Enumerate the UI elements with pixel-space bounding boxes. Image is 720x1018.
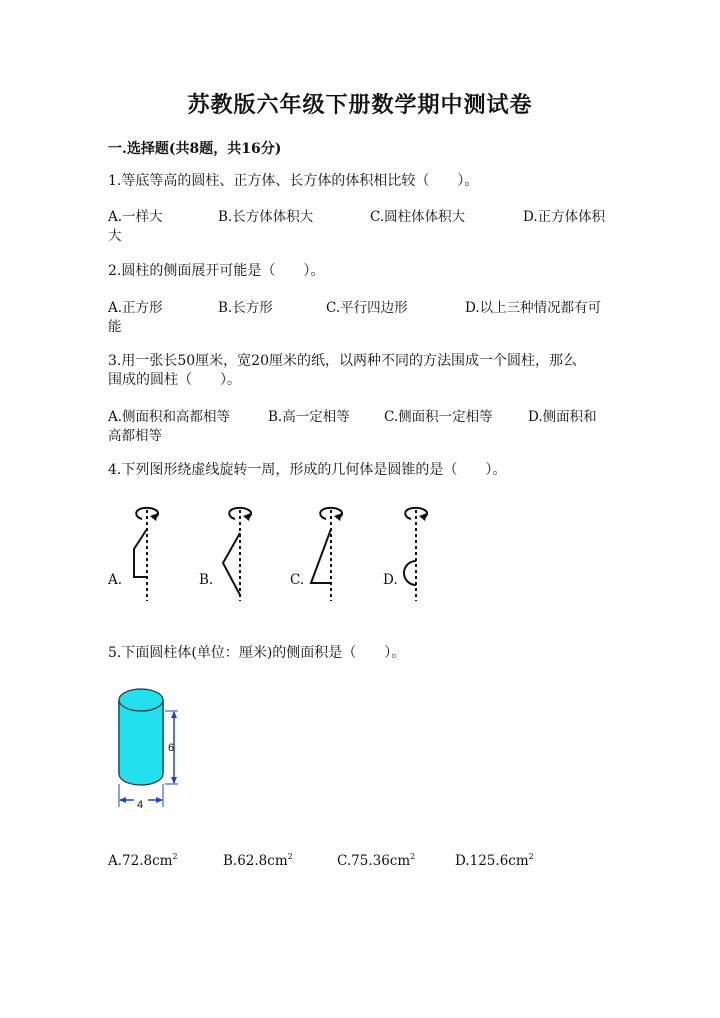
- question-5-stem: 5.下面圆柱体(单位：厘米)的侧面积是（ ）。: [108, 645, 406, 661]
- diameter-label: 4: [137, 799, 144, 811]
- question-3-option-d-continued: 高都相等: [108, 428, 162, 444]
- question-1-option-d-continued: 大: [108, 228, 122, 244]
- question-5-option-c[interactable]: $C.75.36cm^2$: [337, 852, 416, 869]
- question-2-option-c[interactable]: C.平行四边形: [326, 300, 408, 316]
- figure-b-label[interactable]: B.: [199, 572, 214, 588]
- question-5-option-a[interactable]: $A.72.8cm^2$: [108, 852, 178, 869]
- figure-a-shape: [120, 505, 180, 605]
- figure-d-label[interactable]: D.: [383, 572, 398, 588]
- question-1-option-d[interactable]: D.正方体体积: [523, 209, 606, 225]
- question-2-option-a[interactable]: A.正方形: [108, 300, 163, 316]
- question-3-option-a[interactable]: A.侧面积和高都相等: [108, 409, 231, 425]
- figure-d-shape: [395, 505, 455, 605]
- question-5-option-b[interactable]: $B.62.8cm^2$: [223, 852, 293, 869]
- height-label: 6: [168, 742, 175, 754]
- question-3-option-c[interactable]: C.侧面积一定相等: [384, 409, 493, 425]
- question-3-stem-line-1: 3.用一张长50厘米，宽20厘米的纸，以两种不同的方法围成一个圆柱，那么: [108, 353, 577, 369]
- question-4-stem: 4.下列图形绕虚线旋转一周，形成的几何体是圆锥的是（ ）。: [108, 462, 507, 478]
- figure-b-shape: [215, 505, 275, 605]
- question-3-option-b[interactable]: B.高一定相等: [268, 409, 350, 425]
- figure-a-label[interactable]: A.: [108, 572, 123, 588]
- cylinder-top-face: [119, 689, 163, 711]
- page-title: 苏教版六年级下册数学期中测试卷: [187, 92, 533, 118]
- figure-c-shape: [303, 505, 363, 605]
- question-3-stem-line-2: 围成的圆柱（ ）。: [108, 372, 241, 388]
- question-2-option-d[interactable]: D.以上三种情况都有可: [465, 300, 602, 316]
- question-3-option-d[interactable]: D.侧面积和: [528, 409, 597, 425]
- question-1-option-a[interactable]: A.一样大: [108, 209, 163, 225]
- question-1-stem: 1.等底等高的圆柱、正方体、长方体的体积相比较（ ）。: [108, 173, 479, 189]
- question-1-option-c[interactable]: C.圆柱体体积大: [370, 209, 466, 225]
- cylinder-figure: [108, 688, 188, 813]
- question-2-option-d-continued: 能: [108, 319, 122, 335]
- question-2-option-b[interactable]: B.长方形: [218, 300, 273, 316]
- question-2-stem: 2.圆柱的侧面展开可能是（ ）。: [108, 263, 325, 279]
- figure-c-label[interactable]: C.: [290, 572, 305, 588]
- question-1-option-b[interactable]: B.长方体体积大: [218, 209, 314, 225]
- section-heading: 一.选择题(共8题，共16分): [108, 141, 282, 157]
- question-5-option-d[interactable]: $D.125.6cm^2$: [455, 852, 534, 869]
